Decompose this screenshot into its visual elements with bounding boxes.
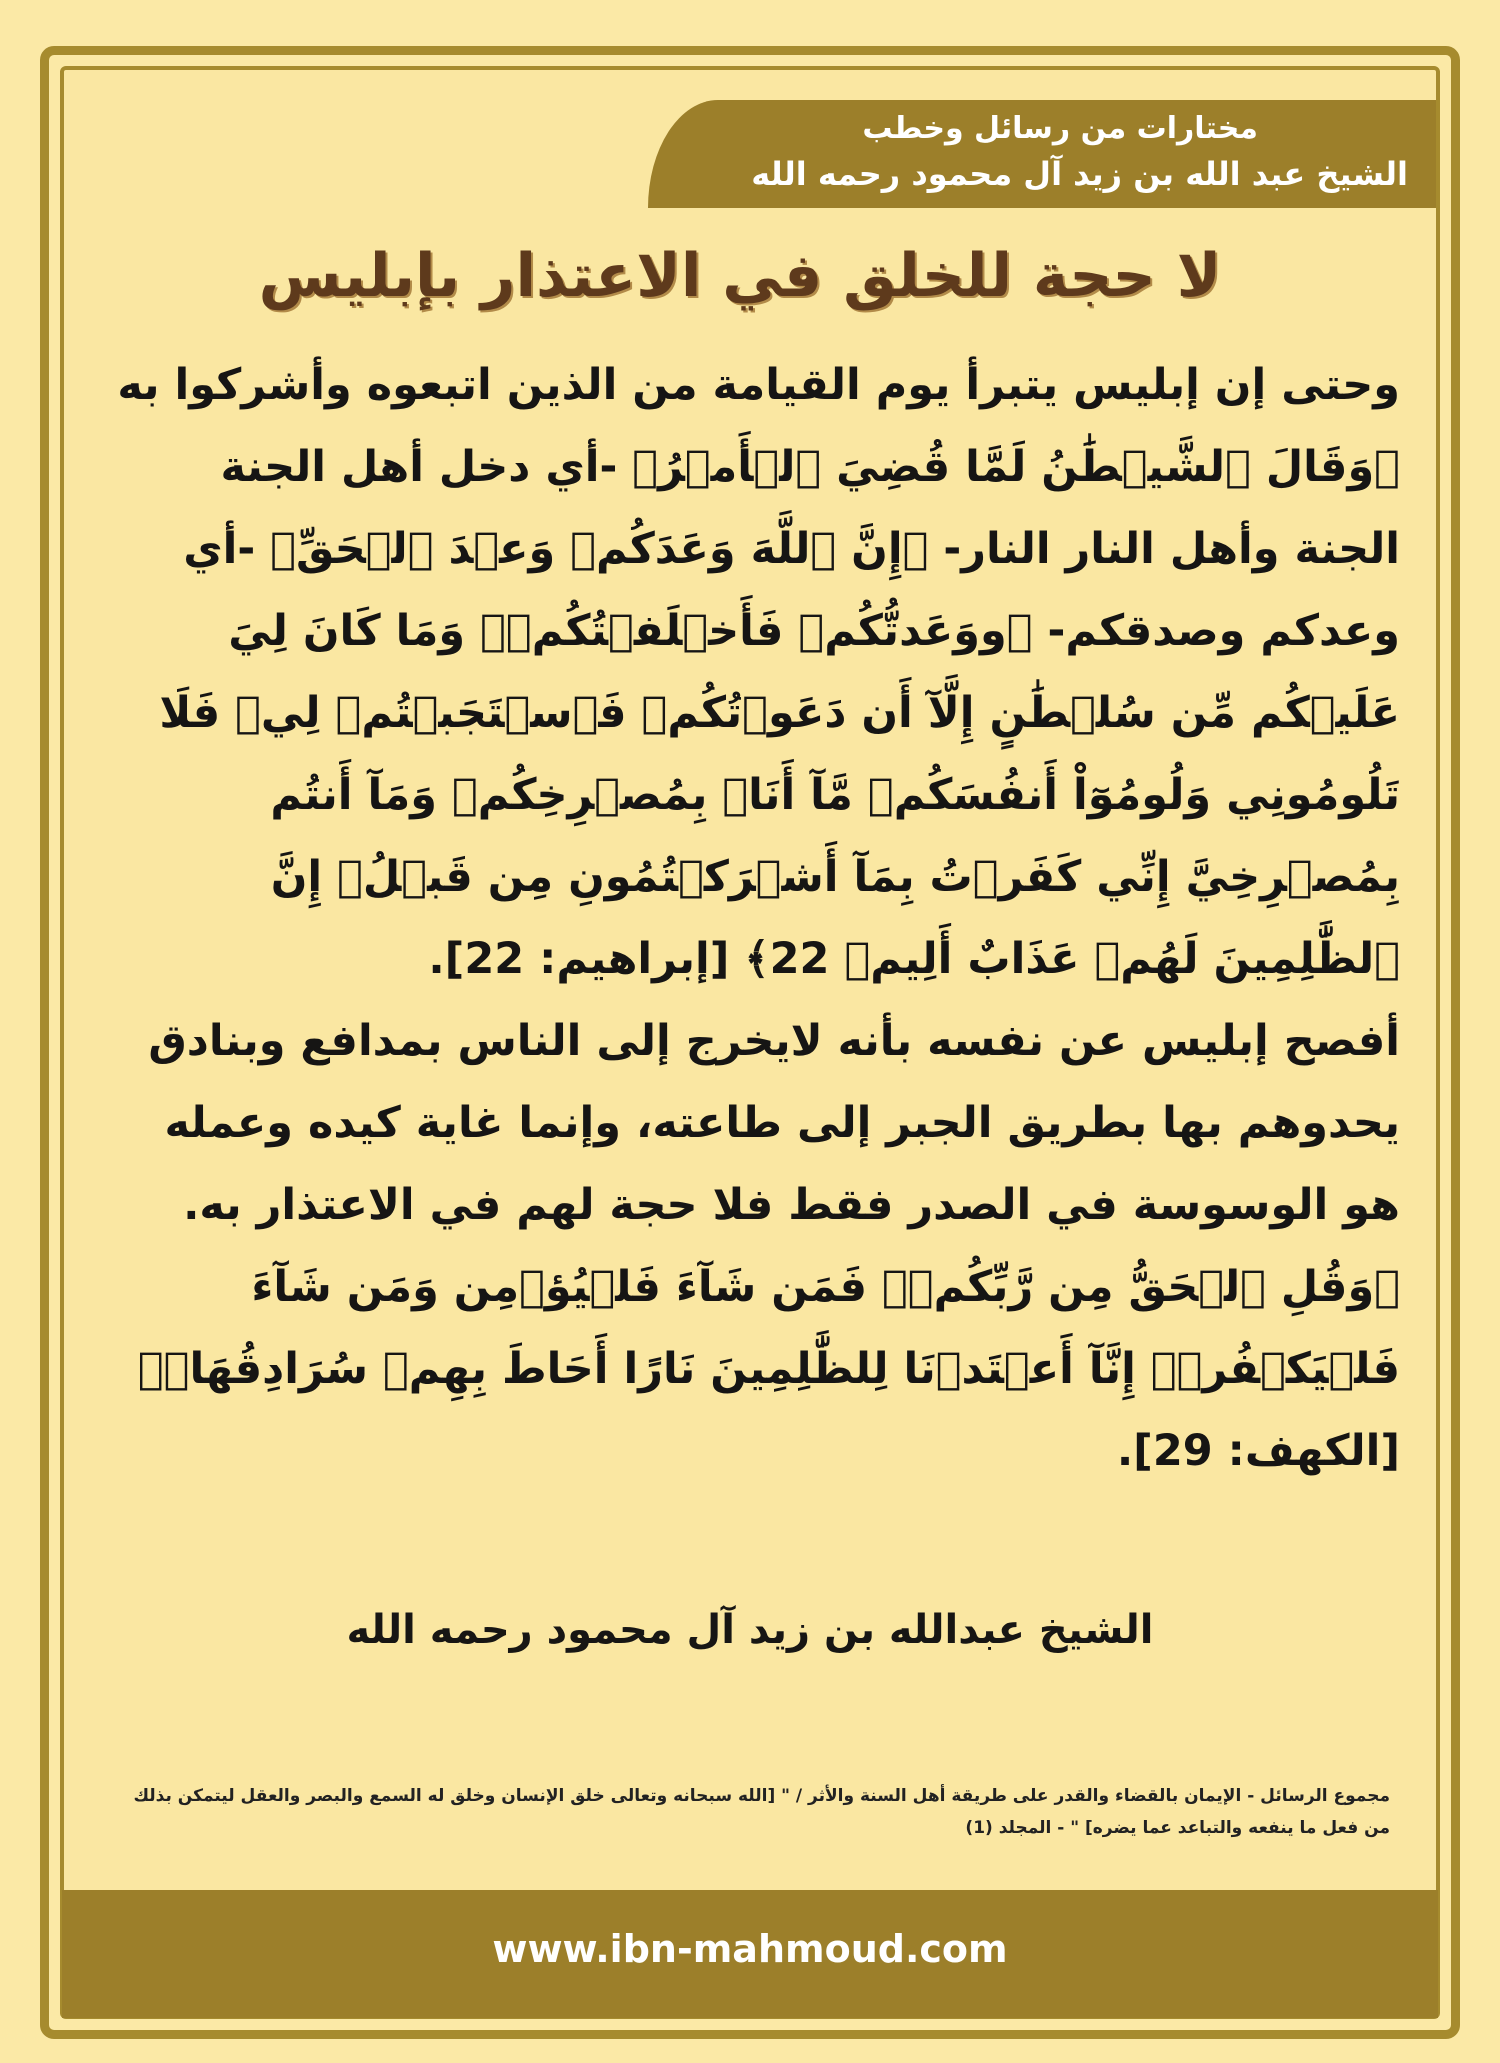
header-banner: [648, 100, 1436, 208]
website-link[interactable]: www.ibn-mahmoud.com: [492, 1927, 1008, 1971]
paragraph-1: وحتى إن إبليس يتبرأ يوم القيامة من الذين اتبعوه وأشركوا به ﴿وَقَالَ ٱلشَّيۡطَٰنُ لَمَّا قُضِيَ ٱلۡأَمۡرُ﴾ -أي دخل أهل الجنة الجنة وأهل النار النار- ﴿إِنَّ ٱللَّهَ وَعَدَكُمۡ وَعۡدَ ٱلۡحَقِّ﴾ -أي وعدكم وصدقكم- ﴿ووَعَدتُّكُمۡ فَأَخۡلَفۡتُكُمۡۖ وَمَا كَانَ لِيَ عَلَيۡكُم مِّن سُلۡطَٰنٍ إِلَّآ أَن دَعَوۡتُكُمۡ فَٱسۡتَجَبۡتُمۡ لِيۖ فَلَا تَلُومُونِي وَلُومُوٓاْ أَنفُسَكُمۖ مَّآ أَنَا۠ بِمُصۡرِخِكُمۡ وَمَآ أَنتُم بِمُصۡرِخِيَّ إِنِّي كَفَرۡتُ بِمَآ أَشۡرَكۡتُمُونِ مِن قَبۡلُۗ إِنَّ ٱلظَّٰلِمِينَ لَهُمۡ عَذَابٌ أَلِيمٞ 22﴾ [إبراهيم: 22].: [117, 360, 1400, 984]
paragraph-3: ﴿وَقُلِ ٱلۡحَقُّ مِن رَّبِّكُمۡۖ فَمَن شَآءَ فَلۡيُؤۡمِن وَمَن شَآءَ فَلۡيَكۡفُرۡۚ إِنَّآ أَعۡتَدۡنَا لِلظَّٰلِمِينَ نَارًا أَحَاطَ بِهِمۡ سُرَادِقُهَاۚ﴾ [الكهف: 29].: [137, 1262, 1400, 1476]
footer-band: [62, 1890, 1438, 2018]
header-author: الشيخ عبد الله بن زيد آل محمود رحمه الله: [751, 155, 1408, 193]
paragraph-2: أفصح إبليس عن نفسه بأنه لايخرج إلى الناس بمدافع وبنادق يحدوهم بها بطريق الجبر إلى طاعته، وإنما غاية كيده وعمله هو الوسوسة في الصدر فقط فلا حجة لهم في الاعتذار به.: [148, 1016, 1400, 1230]
source-reference: مجموع الرسائل - الإيمان بالقضاء والقدر على طريقة أهل السنة والأثر / " [الله سبحانه وتعالى خلق الإنسان وخلق له السمع والبصر والعقل ليتمكن بذلك من فعل ما ينفعه والتباعد عما يضره] " - المجلد (1): [133, 1786, 1390, 1838]
signature: الشيخ عبدالله بن زيد آل محمود رحمه الله: [346, 1607, 1154, 1653]
top-strip: [0, 0, 1500, 46]
header-subtitle: مختارات من رسائل وخطب: [862, 111, 1258, 146]
page-title: لا حجة للخلق في الاعتذار بإبليس: [258, 241, 1222, 311]
article-body: [110, 344, 1400, 1492]
